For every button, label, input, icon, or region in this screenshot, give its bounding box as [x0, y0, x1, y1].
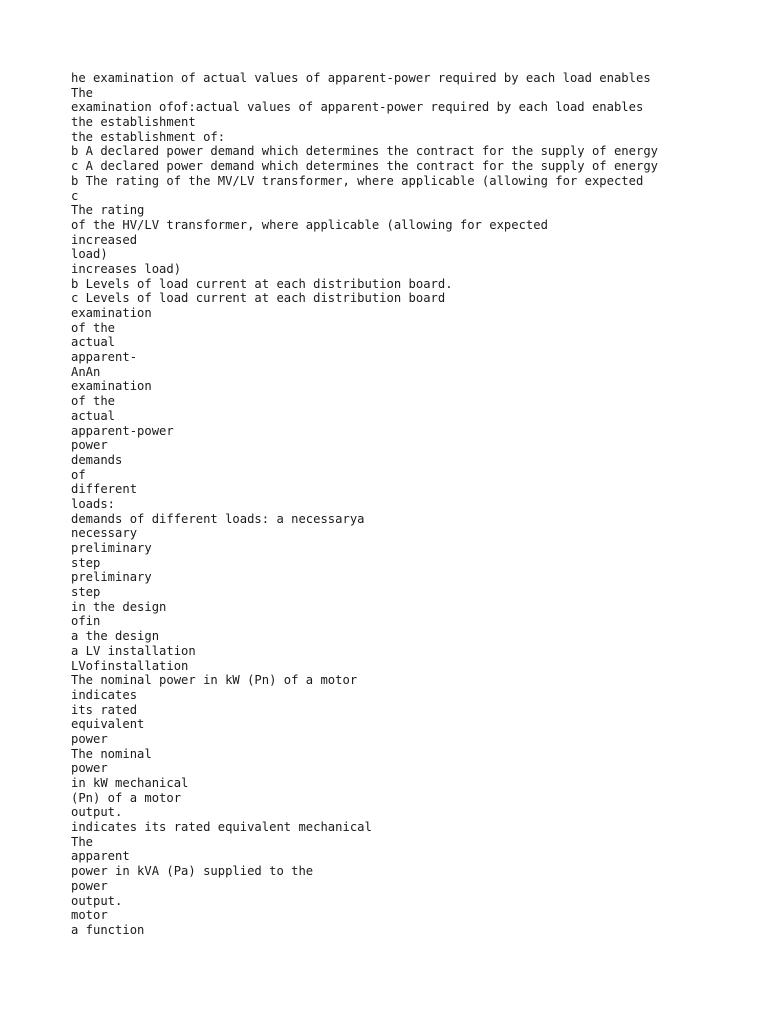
- text-line: examination: [71, 306, 152, 320]
- text-line: a function: [71, 922, 145, 937]
- text-line: demands of different loads: a necessarya: [71, 511, 365, 526]
- text-line: a LV installation: [71, 643, 196, 658]
- text-line: equivalent: [71, 717, 145, 732]
- text-line: output.: [71, 893, 123, 908]
- text-line: the establishment: [71, 115, 196, 130]
- text-line: c A declared power demand which determines the contract for the supply of energy: [71, 159, 658, 174]
- text-line: necessary: [71, 526, 138, 541]
- text-line: apparent-: [71, 350, 138, 365]
- text-line: AnAn: [71, 364, 101, 379]
- text-line: actual: [71, 408, 116, 423]
- text-line: power: [71, 438, 108, 453]
- text-line: its rated: [71, 702, 138, 717]
- text-line: demands: [71, 452, 123, 467]
- text-line: power: [71, 761, 108, 776]
- text-line: increased: [71, 232, 138, 247]
- text-line: b Levels of load current at each distribution board.: [71, 276, 453, 291]
- text-line: examination: [71, 379, 152, 394]
- text-line: power in kVA (Pa) supplied to the: [71, 864, 314, 879]
- text-line: power: [71, 878, 108, 893]
- text-line: The: [71, 85, 94, 100]
- text-line: apparent: [71, 849, 130, 864]
- text-line: of the HV/LV transformer, where applicable (allowing for expected: [71, 217, 548, 232]
- text-line: different: [71, 482, 138, 497]
- text-line: preliminary: [71, 541, 152, 555]
- text-line: LVofinstallation: [71, 658, 189, 673]
- text-line: step: [71, 555, 101, 570]
- text-line: of: [71, 467, 86, 482]
- text-line: ofin: [71, 614, 101, 629]
- text-line: he examination of actual values of apparent-power required by each load enables: [71, 71, 651, 85]
- text-line: b The rating of the MV/LV transformer, where applicable (allowing for expected: [71, 173, 644, 188]
- text-line: increases load): [71, 261, 182, 276]
- text-line: load): [71, 247, 108, 262]
- text-line: of the: [71, 394, 116, 409]
- text-line: c Levels of load current at each distribution board: [71, 291, 446, 306]
- text-line: The nominal: [71, 746, 152, 761]
- document-page: [71, 71, 751, 938]
- text-line: (Pn) of a motor: [71, 790, 182, 805]
- text-line: a the design: [71, 629, 160, 644]
- text-line: the establishment of:: [71, 129, 226, 144]
- text-line: c: [71, 188, 79, 203]
- text-line: indicates: [71, 687, 138, 702]
- text-line: b A declared power demand which determines the contract for the supply of energy: [71, 144, 658, 159]
- text-line: actual: [71, 335, 116, 350]
- text-line: preliminary: [71, 570, 152, 585]
- text-line: in kW mechanical: [71, 776, 189, 790]
- text-line: The: [71, 834, 94, 849]
- text-line: examination ofof:actual values of apparent-power required by each load enables: [71, 100, 644, 115]
- text-line: indicates its rated equivalent mechanical: [71, 820, 372, 835]
- text-line: output.: [71, 805, 123, 820]
- text-line: apparent-power: [71, 423, 174, 438]
- text-line: of the: [71, 320, 116, 335]
- text-line: The rating: [71, 203, 145, 218]
- text-line: in the design: [71, 599, 167, 614]
- text-line: loads:: [71, 496, 116, 511]
- text-line: The nominal power in kW (Pn) of a motor: [71, 673, 358, 688]
- text-line: step: [71, 585, 101, 600]
- text-line: power: [71, 731, 108, 746]
- text-line: motor: [71, 908, 108, 923]
